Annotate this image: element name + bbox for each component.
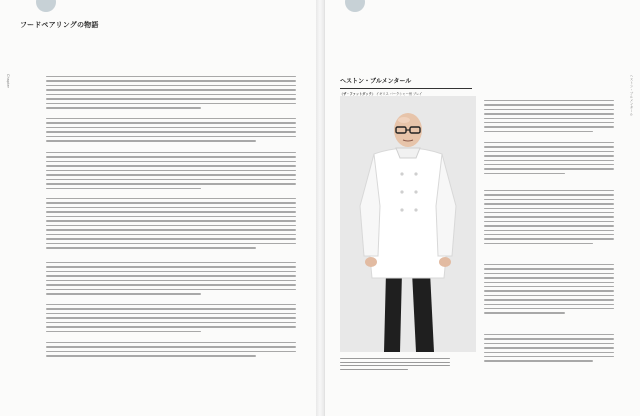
heading-rule <box>340 88 472 89</box>
body-paragraph <box>484 190 614 247</box>
body-paragraph <box>46 118 296 145</box>
restaurant-location: イギリス バークシャー州 ブレイ <box>376 92 423 96</box>
body-paragraph <box>484 142 614 177</box>
body-paragraph <box>46 304 296 335</box>
profile-heading <box>340 76 472 96</box>
book-gutter <box>316 0 324 416</box>
chapter-title: フードペアリングの物語 <box>20 21 99 29</box>
body-paragraph <box>484 100 614 135</box>
left-page <box>0 0 317 416</box>
body-paragraph <box>46 262 296 298</box>
body-paragraph <box>484 334 614 365</box>
page-tab-marker <box>345 0 365 12</box>
restaurant-tag: 〈ザ・ファットダック〉 <box>340 92 375 96</box>
right-side-label: ヘストン・ブルメンタール <box>630 74 634 116</box>
left-side-label: Chapter <box>6 74 10 88</box>
photo-caption <box>340 358 450 373</box>
body-paragraph <box>46 198 296 252</box>
body-paragraph <box>46 76 296 112</box>
chef-portrait-photo <box>340 96 476 352</box>
body-paragraph <box>484 264 614 317</box>
body-paragraph <box>46 342 296 360</box>
page-tab-marker <box>36 0 56 12</box>
profile-name: ヘストン・ブルメンタール <box>340 78 412 85</box>
body-paragraph <box>46 152 296 192</box>
